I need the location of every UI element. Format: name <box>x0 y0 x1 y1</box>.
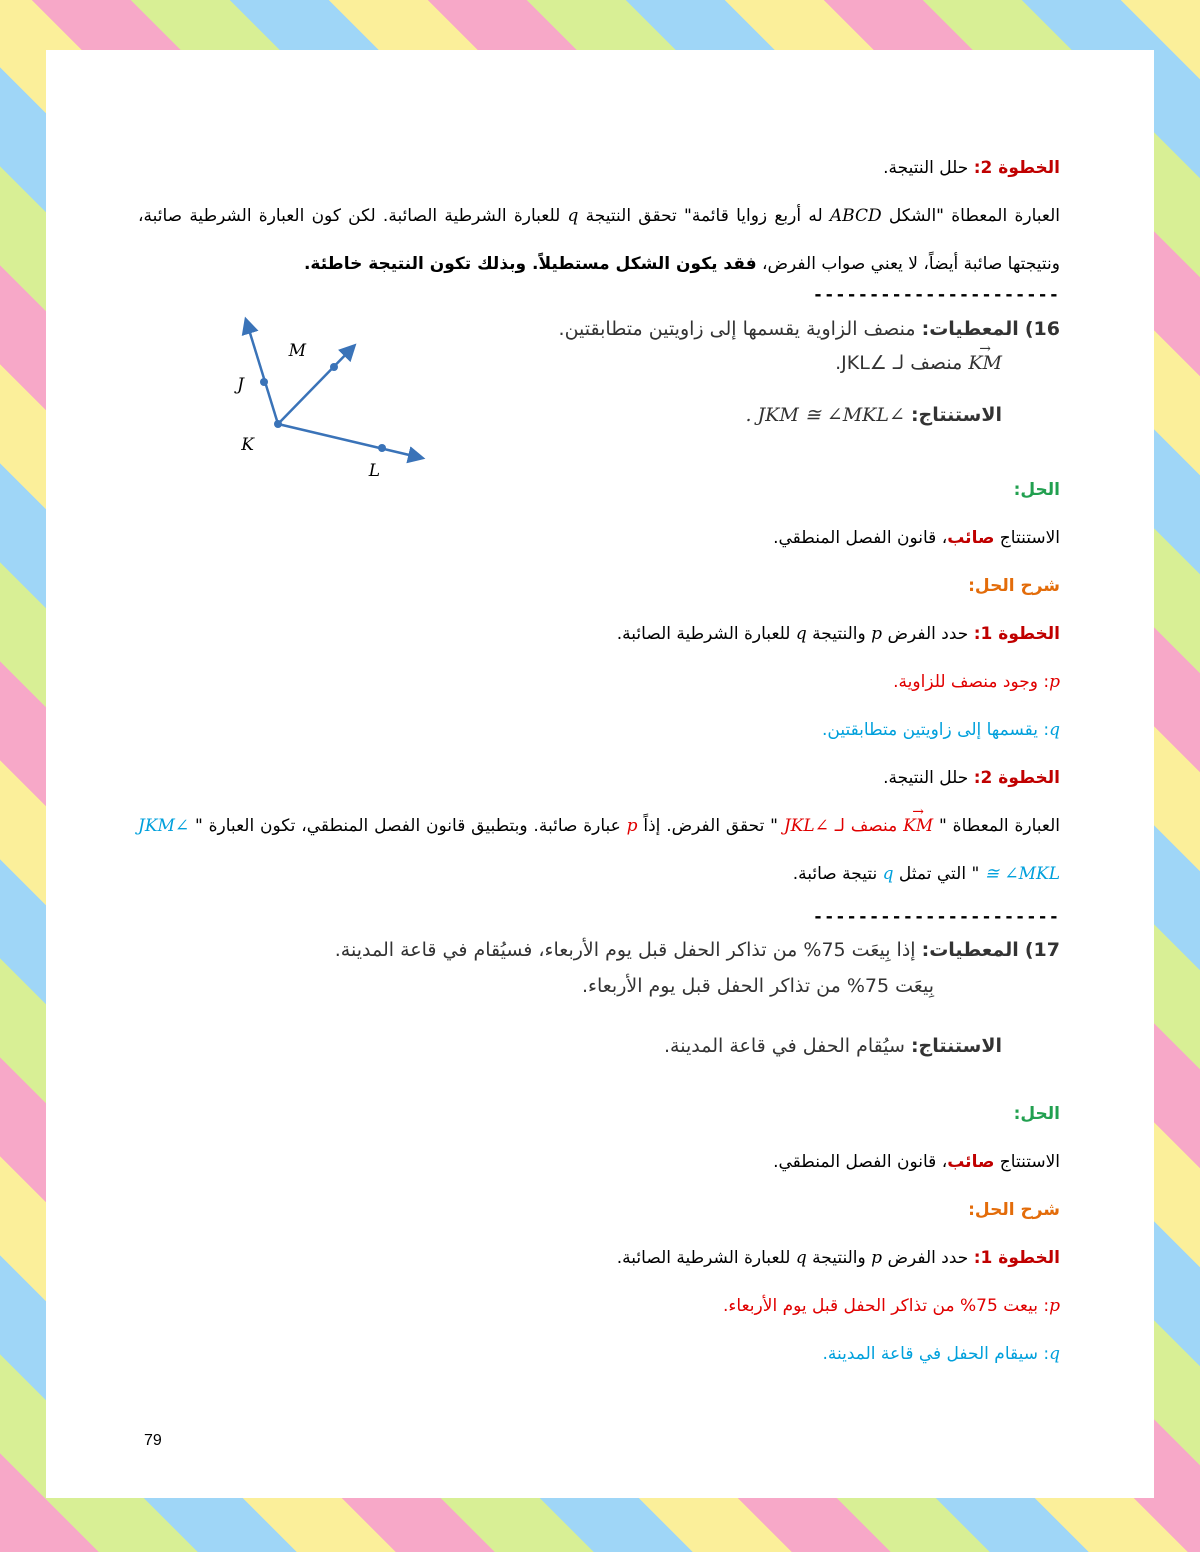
text: : بيعت 75% من تذاكر الحفل قبل يوم الأربعاء. <box>723 1296 1050 1316</box>
valid-word: صائب <box>947 528 995 548</box>
given-label: المعطيات: <box>921 939 1019 961</box>
math-q: q <box>795 1248 807 1268</box>
text: له أربع زوايا قائمة" تحقق النتيجة <box>578 206 830 226</box>
text: : وجود منصف للزاوية. <box>893 672 1050 692</box>
point-j <box>260 378 268 386</box>
page-number: 79 <box>144 1432 162 1449</box>
text: : سيقام الحفل في قاعة المدينة. <box>822 1344 1050 1364</box>
problem-17-text <box>138 932 1060 1064</box>
step1-line <box>138 1234 1060 1282</box>
math-q: q <box>1049 1344 1060 1364</box>
bold-conclusion: فقد يكون الشكل مستطيلاً. وبذلك تكون النتيجة خاطئة. <box>303 254 757 274</box>
page <box>46 50 1154 1498</box>
text: " التي تمثل <box>893 864 985 884</box>
page-content <box>138 146 1060 1378</box>
text: العبارة المعطاة "الشكل <box>881 206 1060 226</box>
label-j: J <box>237 375 244 395</box>
math-q: q <box>795 624 807 644</box>
label-l: L <box>368 461 380 481</box>
text: الاستنتاج <box>994 528 1060 548</box>
problem-16-text <box>520 312 1060 432</box>
hypothesis-line <box>138 1282 1060 1330</box>
step-label: الخطوة 1: <box>973 624 1060 644</box>
step-text: حلل النتيجة. <box>883 158 974 178</box>
label-m: M <box>288 341 306 361</box>
text: حدد الفرض <box>882 1248 974 1268</box>
math-q: q <box>567 206 579 226</box>
text: للعبارة الشرطية الصائبة. <box>616 624 796 644</box>
given-text: إذا بِيعَت 75% من تذاكر الحفل قبل يوم الأربعاء، فسيُقام في قاعة المدينة. <box>334 939 922 961</box>
ray-kj <box>246 320 278 424</box>
explanation-paragraph <box>138 192 1060 288</box>
problem-number: 17) <box>1024 939 1060 961</box>
point-m <box>330 363 338 371</box>
given-line-2 <box>138 968 1060 1004</box>
conclusion-label: الاستنتاج: <box>910 404 1002 426</box>
text: ، قانون الفصل المنطقي. <box>773 1152 948 1172</box>
explanation-label: شرح الحل: <box>968 576 1060 596</box>
text: " تحقق الفرض. إذاً <box>637 816 784 836</box>
conclusion-text: ∠JKM ≅ ∠MKL . <box>745 404 911 426</box>
label-k: K <box>241 435 254 455</box>
given-line-2 <box>520 346 1060 380</box>
text: الاستنتاج <box>994 1152 1060 1172</box>
point-k <box>274 420 282 428</box>
text: حلل النتيجة. <box>883 768 974 788</box>
given-text: منصف الزاوية يقسمها إلى زاويتين متطابقتين. <box>558 318 922 340</box>
result-line <box>138 514 1060 562</box>
text: للعبارة الشرطية الصائبة. <box>616 1248 796 1268</box>
step-label: الخطوة 2: <box>973 768 1060 788</box>
math-abcd: ABCD <box>829 206 882 226</box>
given-text-2: بِيعَت 75% من تذاكر الحفل قبل يوم الأربعاء. <box>582 975 934 997</box>
divider: ---------------------- <box>812 285 1060 305</box>
math-p: p <box>1049 672 1060 692</box>
solution-heading <box>138 1090 1060 1138</box>
ray-kl <box>278 424 422 458</box>
text: عبارة صائبة. وبتطبيق قانون الفصل المنطقي، تكون العبارة " <box>189 816 627 836</box>
divider: ---------------------- <box>812 907 1060 927</box>
text: العبارة المعطاة " <box>933 816 1061 836</box>
math-p: p <box>871 1248 883 1268</box>
vector-km: → KM <box>903 802 933 850</box>
text: : يقسمها إلى زاويتين متطابقتين. <box>821 720 1050 740</box>
problem-16 <box>138 312 1060 480</box>
math-p: p <box>1049 1296 1060 1316</box>
problem-number: 16) <box>1024 318 1060 340</box>
math-q: q <box>1049 720 1060 740</box>
angle-jkl: ∠JKL <box>783 816 829 836</box>
hypothesis-line <box>138 658 1060 706</box>
explanation-label: شرح الحل: <box>968 1200 1060 1220</box>
step-label: الخطوة 1: <box>973 1248 1060 1268</box>
conclusion-label: الاستنتاج: <box>910 1035 1002 1057</box>
text: ، قانون الفصل المنطقي. <box>773 528 948 548</box>
conclusion-line <box>138 706 1060 754</box>
angle-bisector-figure <box>238 316 438 481</box>
math-q: q <box>882 864 894 884</box>
step2-explanation <box>138 802 1060 898</box>
step2-heading <box>138 144 1060 192</box>
point-l <box>378 444 386 452</box>
explanation-heading <box>138 562 1060 610</box>
given-text-2: منصف لـ ∠JKL. <box>835 352 969 374</box>
given-label: المعطيات: <box>921 318 1019 340</box>
problem-17 <box>138 932 1060 1090</box>
conclusion-line <box>138 1330 1060 1378</box>
math-p: p <box>626 816 638 836</box>
math-p: p <box>871 624 883 644</box>
text: والنتيجة <box>806 1248 872 1268</box>
text: والنتيجة <box>806 624 872 644</box>
conclusion-line <box>138 1028 1060 1064</box>
valid-word: صائب <box>947 1152 995 1172</box>
congruence: ∠JKM ≅ ∠MKL <box>138 816 1060 884</box>
conclusion-line <box>520 398 1060 432</box>
step1-line <box>138 610 1060 658</box>
text: نتيجة صائبة. <box>792 864 883 884</box>
text: منصف لـ <box>828 816 904 836</box>
result-line <box>138 1138 1060 1186</box>
text: للعبارة الشرطية الصائبة. لكن كون العبارة الشرطية صائبة، ونتيجتها صائبة أيضاً، لا يعني صواب الفرض، <box>138 206 1060 274</box>
step-label: الخطوة 2: <box>973 158 1060 178</box>
text: حدد الفرض <box>882 624 974 644</box>
given-line-1 <box>138 932 1060 968</box>
solution-label: الحل: <box>1013 480 1060 500</box>
explanation-heading <box>138 1186 1060 1234</box>
vector-km: → KM <box>968 346 1002 380</box>
conclusion-text: سيُقام الحفل في قاعة المدينة. <box>664 1035 911 1057</box>
solution-label: الحل: <box>1013 1104 1060 1124</box>
